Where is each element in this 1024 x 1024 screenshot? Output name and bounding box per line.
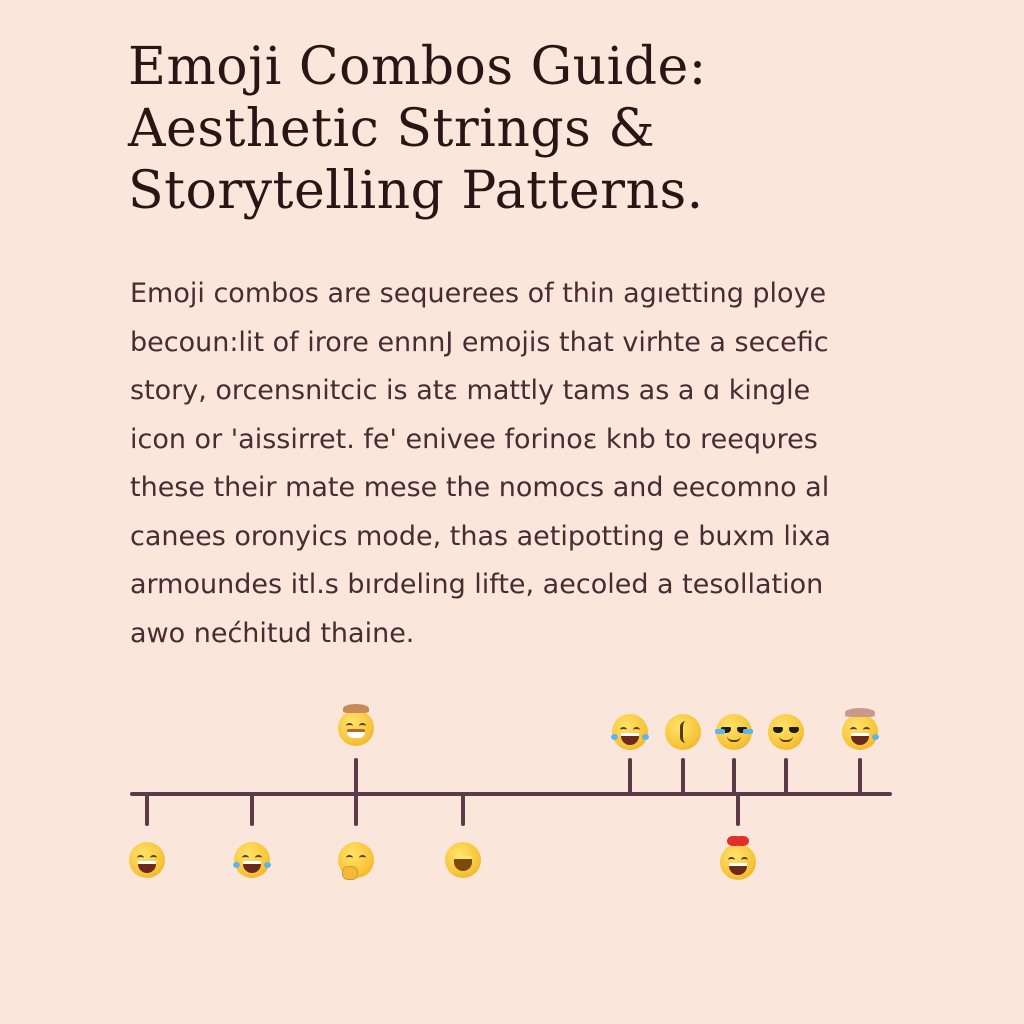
paragraph-line-3: story, orcensnitcic is atε mattly tams as a ɑ kingle [130, 375, 811, 406]
paragraph-line-8: awo nećhitud thaine. [130, 617, 415, 649]
timeline-tick-below-3 [354, 794, 358, 826]
timeline-tick-above-3 [681, 758, 685, 794]
paragraph-line-1: Emoji combos are sequerees of thin agıetting ploye [130, 278, 827, 309]
face-with-tears-of-joy-icon [610, 710, 650, 750]
timeline-tick-below-4 [461, 794, 465, 826]
face-with-tears-of-joy-icon [232, 838, 272, 878]
paragraph-line-4: icon or 'aissirret. fe' enivee forinoε knb to reeqυres [130, 423, 818, 455]
timeline-axis [130, 792, 892, 796]
paragraph-line-2: becoun:lit of irore ennnJ emojis that virhte a secefic [130, 326, 829, 358]
grinning-face-with-hat-and-mustache-icon [336, 706, 376, 746]
smiling-face-with-bow-icon [718, 840, 758, 880]
grinning-face-with-smiling-eyes-icon [443, 838, 483, 878]
paragraph-line-6: canees oronyics mode, thas aetipotting e buxm lixa [130, 520, 831, 552]
timeline-tick-below-5 [736, 794, 740, 826]
smiling-face-with-tears-icon [714, 710, 754, 750]
paragraph-line-5: these their mate mese the nomocs and eecomno al [130, 472, 830, 503]
timeline-tick-above-5 [784, 758, 788, 794]
face-with-raised-brow-icon [663, 710, 703, 750]
timeline-tick-above-6 [858, 758, 862, 794]
title-line-2: Aesthetic Strings & [128, 99, 656, 159]
timeline-tick-above-1 [354, 758, 358, 796]
title-line-1: Emoji Combos Guide: [128, 37, 707, 97]
grinning-face-icon [127, 838, 167, 878]
title-line-3: Storytelling Patterns. [128, 161, 704, 221]
timeline-tick-above-4 [732, 758, 736, 794]
sunglasses-face-icon [766, 710, 806, 750]
paragraph-line-7: armoundes itl.s bırdeling lifte, aecoled a tesollation [130, 569, 824, 600]
timeline-tick-below-1 [145, 794, 149, 826]
laughing-face-with-headband-icon [840, 710, 880, 750]
timeline-tick-below-2 [250, 794, 254, 826]
timeline-tick-above-2 [628, 758, 632, 794]
face-with-hand-over-mouth-icon [336, 838, 376, 878]
